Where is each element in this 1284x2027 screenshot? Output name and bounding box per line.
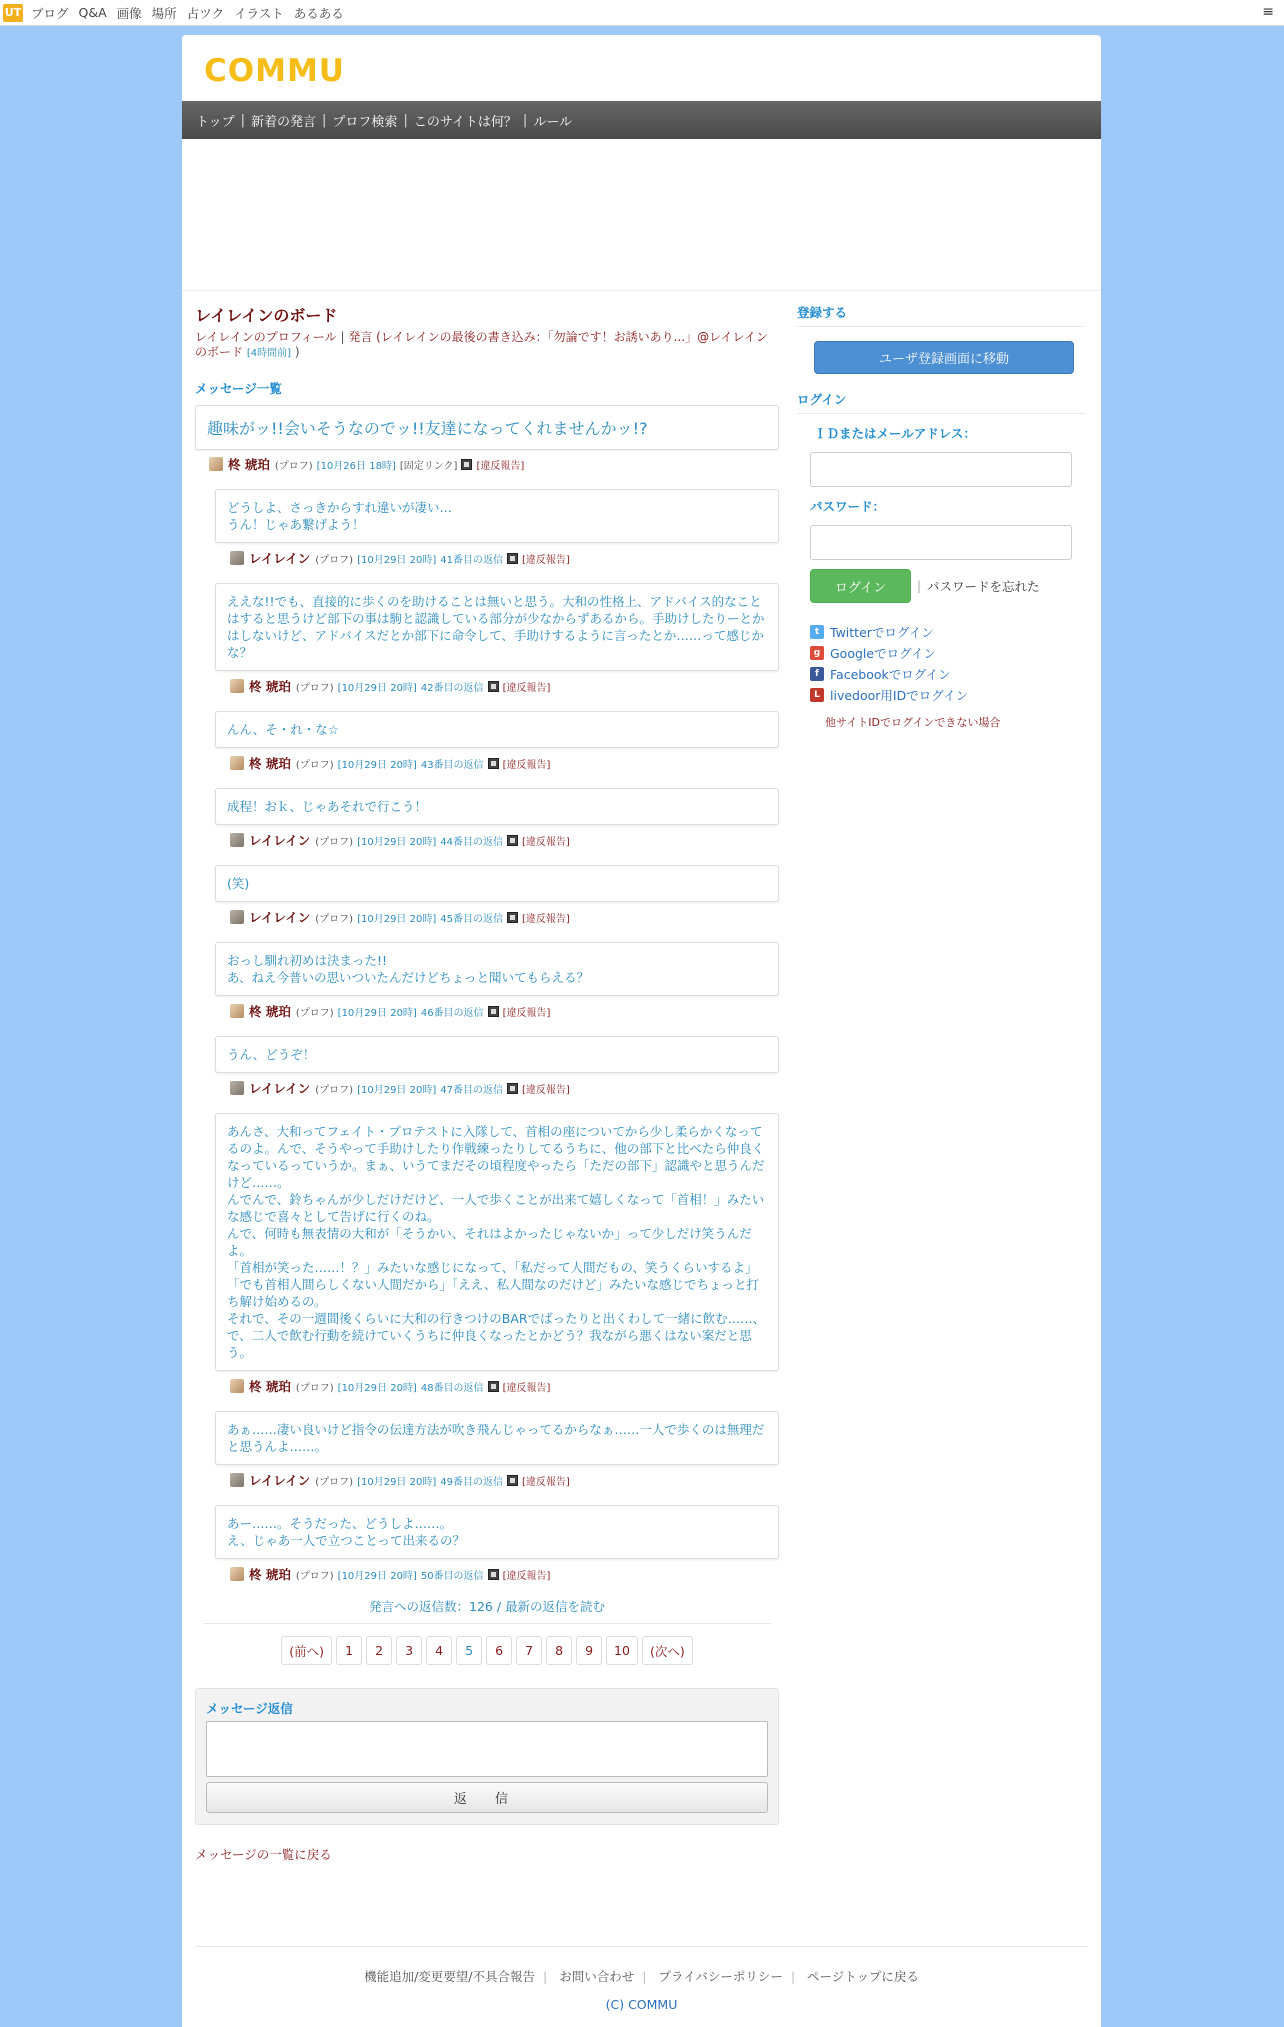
avatar[interactable]	[230, 679, 244, 693]
reply-list	[195, 489, 779, 1585]
reply-number-link[interactable]: 47番目の返信	[440, 1084, 503, 1096]
reply-meta	[230, 1000, 779, 1022]
user-name[interactable]: レイレイン	[249, 1081, 311, 1096]
reply-date: [10月29日 20時]	[337, 1570, 417, 1582]
reply-meta	[230, 906, 779, 928]
report-icon[interactable]	[461, 459, 472, 470]
user-name[interactable]: 柊 琥珀	[249, 679, 291, 694]
user-name[interactable]: レイレイン	[249, 551, 311, 566]
pager-page-7[interactable]: 7	[516, 1636, 542, 1665]
profile-link[interactable]: (プロフ)	[315, 836, 354, 848]
report-link[interactable]: [違反報告]	[502, 1007, 551, 1019]
report-link[interactable]: [違反報告]	[521, 836, 570, 848]
reply-date: [10月29日 20時]	[357, 1476, 437, 1488]
reply-meta	[230, 1469, 779, 1491]
pager-page-8[interactable]: 8	[546, 1636, 572, 1665]
register-button[interactable]: ユーザ登録画面に移動	[814, 341, 1074, 374]
main-card	[182, 35, 1101, 2027]
user-name[interactable]: 柊 琥珀	[228, 457, 270, 472]
sidebar	[797, 303, 1085, 730]
forgot-password-link[interactable]: パスワードを忘れた	[927, 579, 1040, 594]
report-icon[interactable]	[488, 758, 499, 769]
pager-page-4[interactable]: 4	[426, 1636, 452, 1665]
avatar[interactable]	[230, 1473, 244, 1487]
pager-page-9[interactable]: 9	[576, 1636, 602, 1665]
nav-rules[interactable]: ルール	[533, 114, 573, 130]
login-row: ログイン | パスワードを忘れた	[810, 569, 1085, 603]
report-link[interactable]: [違反報告]	[502, 1382, 551, 1394]
page-title: レイレインのボード	[195, 306, 338, 325]
avatar[interactable]	[230, 551, 244, 565]
report-link[interactable]: [違反報告]	[476, 460, 525, 472]
reply-message: ええな!!でも、直接的に歩くのを助けることは無いと思う。大和の性格上、アドバイス的なことはすると思うけど部下の事は駒と認識している部分が少なからずあるから。手助けしたりーとかはしないけど、アドバイスだとか部下に命令して、手助けするように言ったとか……って感じかな？	[215, 583, 779, 671]
reply-meta	[230, 1375, 779, 1397]
topnav-aruaru[interactable]: あるある	[293, 5, 344, 21]
top-bar	[0, 0, 1284, 26]
reply-number-link[interactable]: 41番目の返信	[440, 554, 503, 566]
site-logo[interactable]: COMMU	[204, 53, 345, 89]
reply-textarea[interactable]	[206, 1721, 768, 1777]
avatar[interactable]	[230, 1379, 244, 1393]
report-link[interactable]: [違反報告]	[502, 1570, 551, 1582]
report-link[interactable]: [違反報告]	[521, 554, 570, 566]
nav-new-posts[interactable]: 新着の発言	[251, 114, 317, 130]
report-icon[interactable]	[507, 835, 518, 846]
reply-number-link[interactable]: 42番目の返信	[420, 682, 484, 694]
livedoor-login[interactable]: L livedoor用IDでログイン	[810, 684, 1085, 705]
reply-number-link[interactable]: 44番目の返信	[440, 836, 503, 848]
reply-form	[195, 1688, 779, 1825]
reply-meta	[230, 675, 779, 697]
site-network-logo[interactable]: UT	[3, 4, 23, 22]
pager-page-6[interactable]: 6	[486, 1636, 512, 1665]
avatar[interactable]	[230, 910, 244, 924]
main-post-meta	[209, 453, 779, 475]
user-name[interactable]: レイレイン	[249, 1473, 311, 1488]
statement-link[interactable]: 発言	[348, 330, 373, 344]
pager-page-3[interactable]: 3	[396, 1636, 422, 1665]
profile-link[interactable]: (プロフ)	[315, 913, 354, 925]
last-post-link[interactable]: (レイレインの最後の書き込み：「勿論です！お誘いあり...」@レイレインのボード	[195, 330, 768, 359]
topnav-blog[interactable]: ブログ	[31, 5, 69, 21]
password-label: パスワード：	[810, 499, 886, 514]
id-input[interactable]	[810, 452, 1072, 487]
main-post: 趣味がッ!!会いそうなのでッ!!友達になってくれませんかッ!?	[195, 405, 779, 450]
reply-number-link[interactable]: 43番目の返信	[420, 759, 484, 771]
reply-date: [10月29日 20時]	[357, 554, 437, 566]
user-name[interactable]: 柊 琥珀	[249, 1567, 291, 1582]
report-icon[interactable]	[507, 553, 518, 564]
report-icon[interactable]	[488, 681, 499, 692]
pagination	[195, 1636, 779, 1665]
board-column	[195, 303, 779, 1863]
avatar[interactable]	[230, 756, 244, 770]
pager-page-5[interactable]: 5	[456, 1636, 482, 1665]
avatar[interactable]	[230, 1567, 244, 1581]
twitter-login[interactable]: t Twitterでログイン	[810, 621, 1085, 642]
reply-number-link[interactable]: 46番目の返信	[420, 1007, 484, 1019]
message-list-heading: メッセージ一覧	[195, 381, 282, 396]
pager-page-10[interactable]: 10	[606, 1636, 638, 1665]
reply-date: [10月29日 20時]	[337, 1382, 417, 1394]
profile-link[interactable]: (プロフ)	[295, 682, 334, 694]
user-name[interactable]: レイレイン	[249, 833, 311, 848]
reply-message: うん、どうぞ！	[215, 1036, 779, 1073]
reply-message: どうしよ、さっきからすれ違いが凄い… うん！じゃあ繋げよう！	[215, 489, 779, 543]
reply-number-link[interactable]: 50番目の返信	[420, 1570, 484, 1582]
avatar[interactable]	[209, 457, 223, 471]
nav-about[interactable]: このサイトは何？	[413, 114, 517, 130]
no-id-help-link[interactable]: 他サイトIDでログインできない場合	[825, 716, 1001, 729]
facebook-login[interactable]: f Facebookでログイン	[810, 663, 1085, 684]
reply-submit-button[interactable]: 返 信	[206, 1782, 768, 1813]
topnav-qa[interactable]: Q&A	[78, 5, 107, 20]
twitter-icon: t	[810, 625, 824, 639]
reply-message: あんさ、大和ってフェイト・プロテストに入隊して、首相の座についてから少し柔らかくなってるのよ。んで、そうやって手助けしたり作戦練ったりしてるうちに、他の部下と比べたら仲良くなっているっていうか。まぁ、いうてまだその頃程度やったら「ただの部下」認識やと思うんだけど……。 んでんで、鈴ちゃんが少しだけだけど、一人で歩くことが出来て嬉しくなって「首相！」みたいな感じで喜々として告げに行くのね。 んで、何時も無表情の大和が「そうかい、それはよかったじゃないか」って少しだけ笑うんだよ。 「首相が笑った……！？」みたいな感じになって、「私だって人間だもの、笑うくらいするよ」「でも首相人間らしくない人間だから」「ええ、私人間なのだけど」みたいな感じでちょっと打ち解け始めるの。 それで、その一週間後くらいに大和の行きつけのBARでばったりと出くわして一緒に飲む……、で、二人で飲む行動を続けていくうちに仲良くなったとかどう？我ながら悪くはない案だと思う。	[215, 1113, 779, 1371]
last-post-time: [4時間前]	[246, 348, 292, 359]
report-icon[interactable]	[507, 1475, 518, 1486]
footer-links: 機能追加/変更要望/不具合報告 | お問い合わせ | プライバシーポリシー | ページトップに戻る	[364, 1969, 919, 1984]
profile-link[interactable]: (プロフ)	[295, 1007, 334, 1019]
reply-message: あー……。そうだった、どうしよ……。 え、じゃあ一人で立つことって出来るの？	[215, 1505, 779, 1559]
topnav-illust[interactable]: イラスト	[234, 5, 284, 21]
reply-meta	[230, 547, 779, 569]
user-name[interactable]: レイレイン	[249, 910, 311, 925]
password-input[interactable]	[810, 525, 1072, 560]
reply-message: おっし馴れ初めは決まった!! あ、ねえ今普いの思いついたんだけどちょっと聞いてもらえる？	[215, 942, 779, 996]
topnav-images[interactable]: 画像	[116, 5, 142, 21]
reply-date: [10月29日 20時]	[337, 1007, 417, 1019]
user-name[interactable]: 柊 琥珀	[249, 756, 291, 771]
avatar[interactable]	[230, 1081, 244, 1095]
pager-page-2[interactable]: 2	[366, 1636, 392, 1665]
report-link[interactable]: [違反報告]	[521, 1476, 570, 1488]
profile-link[interactable]: (プロフ)	[315, 1084, 354, 1096]
reply-meta	[230, 1077, 779, 1099]
user-name[interactable]: 柊 琥珀	[249, 1379, 291, 1394]
login-button[interactable]: ログイン	[810, 569, 911, 603]
divider	[203, 1623, 771, 1624]
reply-date: [10月29日 20時]	[337, 759, 417, 771]
profile-link[interactable]: (プロフ)	[274, 460, 313, 472]
report-icon[interactable]	[488, 1569, 499, 1580]
reply-meta	[230, 752, 779, 774]
footer-feedback-link[interactable]: 機能追加/変更要望/不具合報告	[364, 1969, 536, 1984]
permalink[interactable]: [固定リンク]	[399, 460, 458, 472]
reply-meta	[230, 1563, 779, 1585]
profile-link[interactable]: (プロフ)	[295, 759, 334, 771]
pager-next[interactable]: (次へ)	[642, 1636, 693, 1665]
nav-profile-search[interactable]: プロフ検索	[332, 114, 398, 130]
reply-meta	[230, 829, 779, 851]
topnav-uratsuku[interactable]: 占ツク	[186, 5, 225, 21]
footer-privacy-link[interactable]: プライバシーポリシー	[658, 1969, 783, 1984]
report-icon[interactable]	[507, 1083, 518, 1094]
profile-link[interactable]: レイレインのプロフィール	[195, 330, 337, 344]
reply-message: んん、そ・れ・な☆	[215, 711, 779, 748]
report-icon[interactable]	[507, 912, 518, 923]
copyright: (C) COMMU	[605, 1997, 678, 2012]
facebook-icon: f	[810, 667, 824, 681]
reply-date: [10月29日 20時]	[357, 913, 437, 925]
profile-link[interactable]: (プロフ)	[295, 1570, 334, 1582]
reply-number-link[interactable]: 45番目の返信	[440, 913, 503, 925]
back-to-list-link[interactable]: メッセージの一覧に戻る	[195, 1847, 332, 1862]
report-link[interactable]: [違反報告]	[521, 1084, 570, 1096]
board-subinfo: レイレインのプロフィール | 発言 (レイレインの最後の書き込み：「勿論です！お誘いあり...」@レイレインのボード [4時間前] )	[195, 330, 768, 359]
reply-count-link[interactable]: 発言への返信数：126 / 最新の返信を読む	[368, 1599, 606, 1614]
post-date: [10月26日 18時]	[316, 460, 396, 472]
report-icon[interactable]	[488, 1006, 499, 1017]
footer-pagetop-link[interactable]: ページトップに戻る	[807, 1969, 919, 1984]
login-heading: ログイン	[797, 390, 1085, 414]
social-login-list	[810, 621, 1085, 705]
google-login[interactable]: g Googleでログイン	[810, 642, 1085, 663]
ad-area	[182, 139, 1101, 291]
user-name[interactable]: 柊 琥珀	[249, 1004, 291, 1019]
pager-page-1[interactable]: 1	[336, 1636, 362, 1665]
reply-number-link[interactable]: 49番目の返信	[440, 1476, 503, 1488]
avatar[interactable]	[230, 1004, 244, 1018]
report-icon[interactable]	[488, 1381, 499, 1392]
pager-prev[interactable]: (前へ)	[281, 1636, 332, 1665]
footer-divider	[195, 1946, 1088, 1947]
reply-message: あぁ……凄い良いけど指令の伝達方法が吹き飛んじゃってるからなぁ……一人で歩くのは無理だと思うんよ……。	[215, 1411, 779, 1465]
nav-top[interactable]: トップ	[196, 114, 235, 130]
report-link[interactable]: [違反報告]	[521, 913, 570, 925]
topnav-places[interactable]: 場所	[151, 5, 177, 21]
google-icon: g	[810, 646, 824, 660]
reply-form-label: メッセージ返信	[206, 1701, 293, 1716]
reply-date: [10月29日 20時]	[337, 682, 417, 694]
profile-link[interactable]: (プロフ)	[315, 554, 354, 566]
report-link[interactable]: [違反報告]	[502, 759, 551, 771]
register-heading: 登録する	[797, 303, 1085, 327]
profile-link[interactable]: (プロフ)	[295, 1382, 334, 1394]
profile-link[interactable]: (プロフ)	[315, 1476, 354, 1488]
global-nav: トップ | 新着の発言 | プロフ検索 | このサイトは何？ | ルール	[182, 101, 1101, 139]
reply-message: 成程！おｋ、じゃあそれで行こう！	[215, 788, 779, 825]
avatar[interactable]	[230, 833, 244, 847]
reply-date: [10月29日 20時]	[357, 1084, 437, 1096]
reply-number-link[interactable]: 48番目の返信	[420, 1382, 484, 1394]
reply-date: [10月29日 20時]	[357, 836, 437, 848]
hamburger-icon[interactable]: ≡	[1262, 4, 1274, 20]
id-label: ＩＤまたはメールアドレス：	[814, 426, 976, 441]
report-link[interactable]: [違反報告]	[502, 682, 551, 694]
footer-contact-link[interactable]: お問い合わせ	[559, 1969, 635, 1984]
livedoor-icon: L	[810, 688, 824, 702]
reply-message: (笑)	[215, 865, 779, 902]
